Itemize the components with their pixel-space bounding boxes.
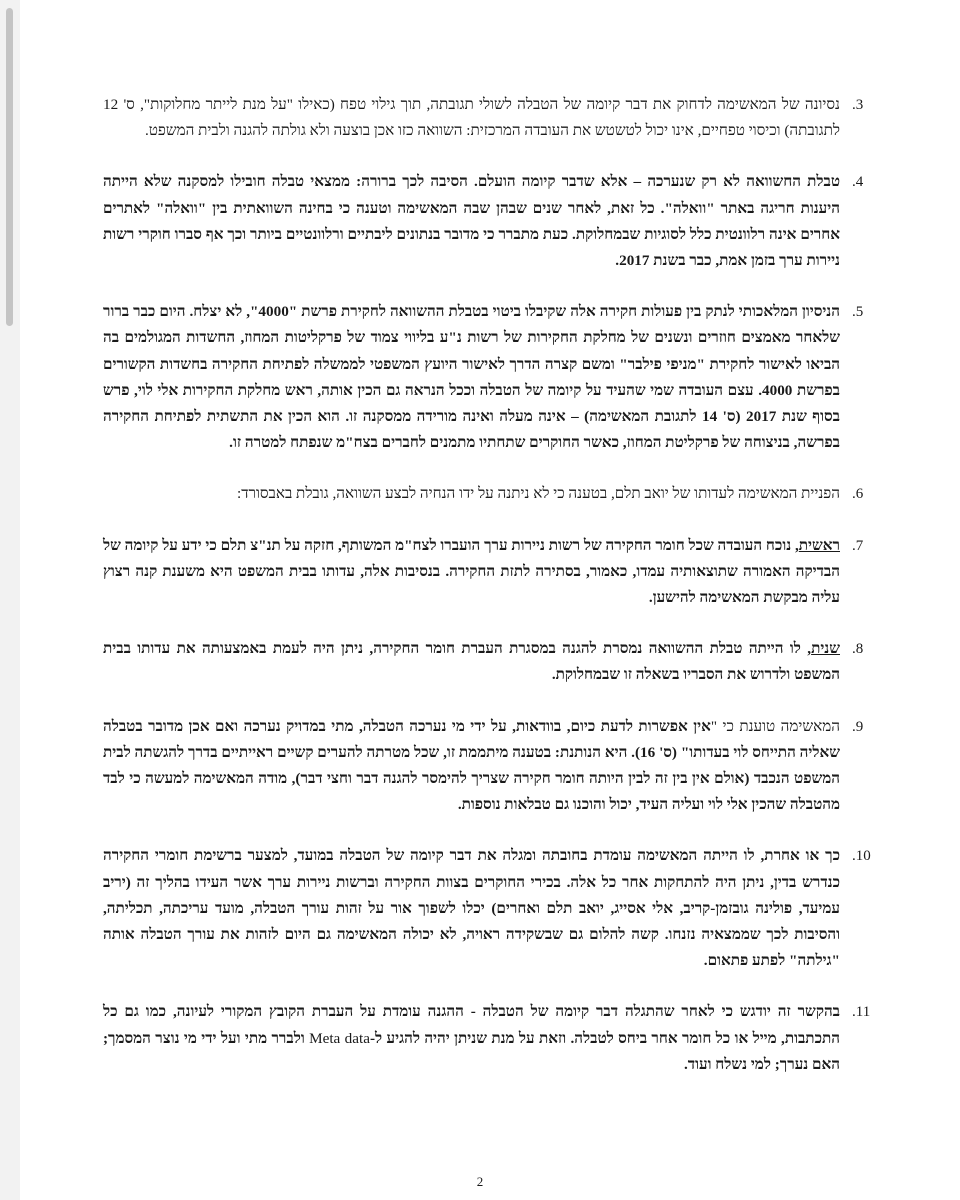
paragraph-number: .8 — [852, 641, 864, 658]
paragraph-text-start: המאשימה טוענת כי " — [710, 717, 840, 735]
paragraph-lead-word: ראשית — [798, 536, 840, 554]
paragraph-7 — [103, 533, 864, 612]
quoted-text: אין אפשרות לדעת כיום, בוודאות, על ידי מי נערכה הטבלה, מתי במדויק נערכה ואם אכן מדובר בטבלה שאליה התייחס לוי בעדותו — [103, 717, 840, 761]
paragraph-10 — [103, 843, 871, 974]
paragraph-text-end: " (ס' 16). היא הנותנת: בטענה מיתממת זו, שכל מטרתה להערים קשיים ראייתיים בדרך להגשתה לבית המשפט הנכבד (אולם אין בין זה לבין היותה חומר חקירה שצריך להימסר להגנה דבר וחצי דבר), מודה המאשימה למעשה כי לבד מהטבלה שהכין אלי לוי ועליה העיד, יכול והוכנו גם טבלאות נוספות. — [103, 743, 840, 814]
page-number: 2 — [476, 1174, 484, 1189]
paragraph-9 — [103, 714, 864, 819]
paragraph-text: נסיונה של המאשימה לדחוק את דבר קיומה של הטבלה לשולי תגובתה, תוך גילוי טפח (כאילו "על מנת לייתר מחלוקות", ס' 12 לתגובתה) וכיסוי טפחיים, אינו יכול לטשטש את העובדה המרכזית: השוואה כזו אכן בוצעה ולא גולתה להגנה ולבית המשפט. — [103, 96, 840, 140]
paragraph-number: .7 — [852, 537, 864, 554]
paragraph-3 — [103, 92, 864, 144]
paragraph-text: כך או אחרת, לו הייתה המאשימה עומדת בחובתה ומגלה את דבר קיומה של הטבלה במועד, למצער ברשימת חומרי החקירה כנדרש בדין, ניתן היה להתחקות אחר כל אלה. בכירי החוקרים בצוות החקירה וברשות ניירות ערך אשר העידו בהליך זה (יריב עמיעד, פולינה גובזמן-קריב, אלי אסייג, יואב תלם ואחרים) יכלו לשפוך אור על זהות עורך הטבלה, מועד עריכתה, תכליתה, והסיבות לכך שממצאיה נזנחו. קשה להלום גם שבשקידה ראויה, לא יכולה המאשימה גם היום לזהות את עורך הטבלה אותה "גילתה" לפתע פתאום. — [103, 847, 840, 970]
document-body — [103, 92, 871, 1103]
paragraph-5 — [103, 299, 864, 456]
paragraph-number: .4 — [852, 174, 864, 191]
paragraph-text: הפניית המאשימה לעדותו של יואב תלם, בטענה כי לא ניתנה על ידו הנחיה לבצע השוואה, גובלת באבסורד: — [237, 485, 840, 503]
paragraph-number: .5 — [852, 304, 864, 321]
paragraph-text: טבלת החשוואה לא רק שנערכה – אלא שדבר קיומה הועלם. הסיבה לכך ברורה: ממצאי טבלה חובילו למסקנה שלא הייתה היענות חריגה באתר "וואלה". כל זאת, לאחר שנים שבהן שבה המאשימה וטענה כי בחינה השוואתית בין "וואלה" לאתרים אחרים אינה רלוונטית כלל לסוגיות שבמחלוקת. כעת מתברר כי מדובר בנתונים ליבתיים ורלוונטיים ביותר וכך אף סברו חוקרי רשות ניירות ערך בזמן אמת, כבר בשנת 2017. — [103, 173, 840, 270]
paragraph-4 — [103, 169, 864, 274]
paragraph-text: , לו הייתה טבלת ההשוואה נמסרת להגנה במסגרת העברת חומר החקירה, ניתן היה לעמת באמצעותה את עדותו בבית המשפט ולדרוש את הסבריו בשאלה זו שבמחלוקת. — [103, 640, 840, 684]
paragraph-number: .6 — [852, 486, 864, 503]
paragraph-8 — [103, 636, 864, 688]
scrollbar[interactable] — [0, 0, 20, 1200]
paragraph-text: , נוכח העובדה שכל חומר החקירה של רשות ניירות ערך הועברו לצח"מ המשותף, חזקה על תנ"צ תלם כי ידע על קיומה של הבדיקה האמורה שתוצאותיה עמדו, כאמור, בסתירה לתזת החקירה. בנסיבות אלה, עדותו בבית המשפט היא משענת קנה רצוץ עליה מבקשת המאשימה להישען. — [103, 536, 840, 607]
paragraph-number: .11 — [852, 1004, 871, 1021]
paragraph-text-start: בהקשר זה יודגש כי לאחר שהתגלה דבר קיומה של הטבלה - ההגנה עומדת על העברת הקובץ המקורי לעיונה, כמו גם כל התכתבות, מייל או כל חומר אחר ביחס לטבלה. וזאת על מנת שניתן יהיה להגיע ל- — [103, 1003, 840, 1047]
paragraph-lead-word: שנית — [811, 640, 840, 658]
paragraph-6 — [103, 481, 864, 507]
paragraph-11 — [103, 999, 871, 1078]
paragraph-text-end: ולברר מתי ועל ידי מי נוצר המסמך; האם נערך; למי נשלח ועוד. — [103, 1029, 840, 1073]
paragraph-text: הניסיון המלאכותי לנתק בין פעולות חקירה אלה שקיבלו ביטוי בטבלת ההשוואה לחקירת פרשת "4000", לא יצלח. היום כבר ברור שלאחר מאמצים חוזרים ונשנים של מחלקת החקירות של רשות נ"ע בליווי צמוד של פרקליטות המחוז, החשדות המגולמים בה הביאו לאישור לחקירת "מניפי פילבר" ומשם קצרה הדרך לאישור היועץ המשפטי לממשלה לפתיחת החקירה בחשדות הקשורים בפרשת 4000. עצם העובדה שמי שהעיד על קיומה של הטבלה וככל הנראה גם הכין אותה, ראש מחלקת החקירות אלי לוי, פרש בסוף שנת 2017 (ס' 14 לתגובת המאשימה) – אינה מעלה ואינה מורידה ממסקנה זו. הוא הכין את התשתית לפתיחת החקירה בפרשה, בניצוחה של פרקליטת המחוז, כאשר החוקרים שתחתיו מתמנים לחברים בצח"מ שנפתח למטרה זו. — [103, 303, 840, 452]
scrollbar-thumb[interactable] — [6, 8, 13, 326]
paragraph-number: .9 — [852, 718, 864, 735]
paragraph-number: .10 — [852, 848, 871, 865]
paragraph-number: .3 — [852, 97, 864, 113]
meta-data-term: Meta data — [309, 1029, 370, 1047]
